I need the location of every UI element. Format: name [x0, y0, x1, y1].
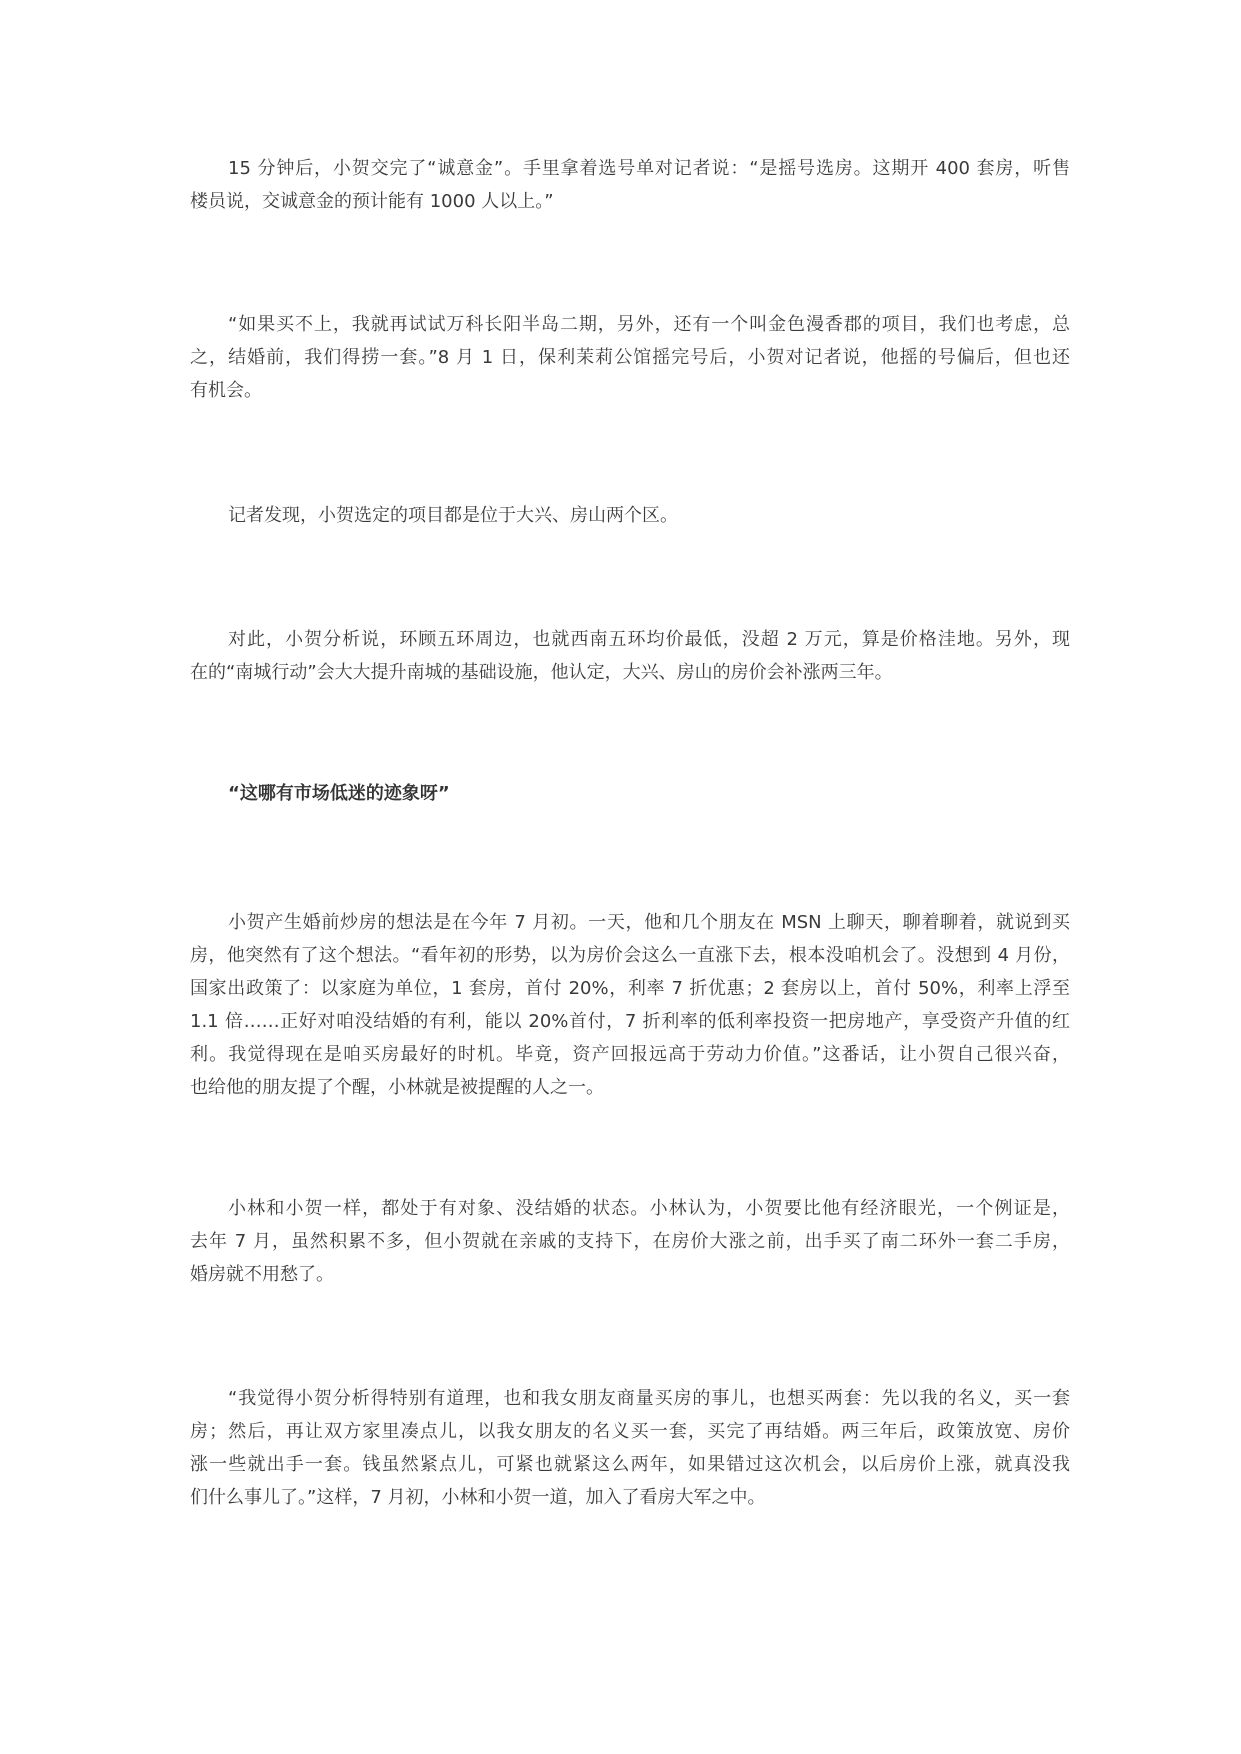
- paragraph-line: 之，结婚前，我们得捞一套。”8 月 1 日，保利茉莉公馆摇完号后，小贺对记者说，他摇的号偏后，但也还: [190, 347, 1070, 368]
- paragraph-line: 1.1 倍……正好对咱没结婚的有利，能以 20%首付，7 折利率的低利率投资一把房地产，享受资产升值的红: [190, 1011, 1070, 1032]
- paragraph-line: 房；然后，再让双方家里凑点儿，以我女朋友的名义买一套，买完了再结婚。两三年后，政策放宽、房价: [190, 1421, 1070, 1442]
- paragraph-1: [190, 152, 1070, 218]
- paragraph-line: 有机会。: [190, 380, 262, 401]
- paragraph-line: 楼员说，交诚意金的预计能有 1000 人以上。”: [190, 191, 554, 212]
- paragraph-4: [190, 623, 1070, 689]
- paragraph-line: 记者发现，小贺选定的项目都是位于大兴、房山两个区。: [228, 505, 678, 526]
- paragraph-2: [190, 308, 1070, 407]
- paragraph-line: 们什么事儿了。”这样，7 月初，小林和小贺一道，加入了看房大军之中。: [190, 1487, 766, 1508]
- paragraph-line: 15 分钟后，小贺交完了“诚意金”。手里拿着选号单对记者说：“是摇号选房。这期开 400 套房，听售: [228, 158, 1070, 179]
- paragraph-line: 小贺产生婚前炒房的想法是在今年 7 月初。一天，他和几个朋友在 MSN 上聊天，聊着聊着，就说到买: [228, 912, 1070, 933]
- paragraph-line: 去年 7 月，虽然积累不多，但小贺就在亲戚的支持下，在房价大涨之前，出手买了南二环外一套二手房，: [190, 1231, 1070, 1252]
- paragraph-line: 婚房就不用愁了。: [190, 1264, 334, 1285]
- section-heading: [190, 777, 1070, 810]
- paragraph-line: “如果买不上，我就再试试万科长阳半岛二期，另外，还有一个叫金色漫香郡的项目，我们也考虑，总: [228, 314, 1070, 335]
- paragraph-7: [190, 1382, 1070, 1514]
- paragraph-5: [190, 906, 1070, 1104]
- paragraph-line: 房，他突然有了这个想法。“看年初的形势，以为房价会这么一直涨下去，根本没咱机会了。没想到 4 月份，: [190, 945, 1070, 966]
- paragraph-line: 对此，小贺分析说，环顾五环周边，也就西南五环均价最低，没超 2 万元，算是价格洼地。另外，现: [228, 629, 1070, 650]
- section-heading-text: “这哪有市场低迷的迹象呀”: [228, 783, 450, 804]
- paragraph-line: “我觉得小贺分析得特别有道理，也和我女朋友商量买房的事儿，也想买两套：先以我的名义，买一套: [228, 1388, 1070, 1409]
- paragraph-line: 小林和小贺一样，都处于有对象、没结婚的状态。小林认为，小贺要比他有经济眼光，一个例证是，: [228, 1198, 1070, 1219]
- paragraph-3: [190, 499, 1070, 532]
- paragraph-line: 也给他的朋友提了个醒，小林就是被提醒的人之一。: [190, 1077, 604, 1098]
- paragraph-line: 利。我觉得现在是咱买房最好的时机。毕竟，资产回报远高于劳动力价值。”这番话，让小贺自己很兴奋，: [190, 1044, 1070, 1065]
- paragraph-6: [190, 1192, 1070, 1291]
- paragraph-line: 国家出政策了：以家庭为单位，1 套房，首付 20%，利率 7 折优惠；2 套房以上，首付 50%，利率上浮至: [190, 978, 1070, 999]
- paragraph-line: 在的“南城行动”会大大提升南城的基础设施，他认定，大兴、房山的房价会补涨两三年。: [190, 662, 893, 683]
- paragraph-line: 涨一些就出手一套。钱虽然紧点儿，可紧也就紧这么两年，如果错过这次机会，以后房价上涨，就真没我: [190, 1454, 1070, 1475]
